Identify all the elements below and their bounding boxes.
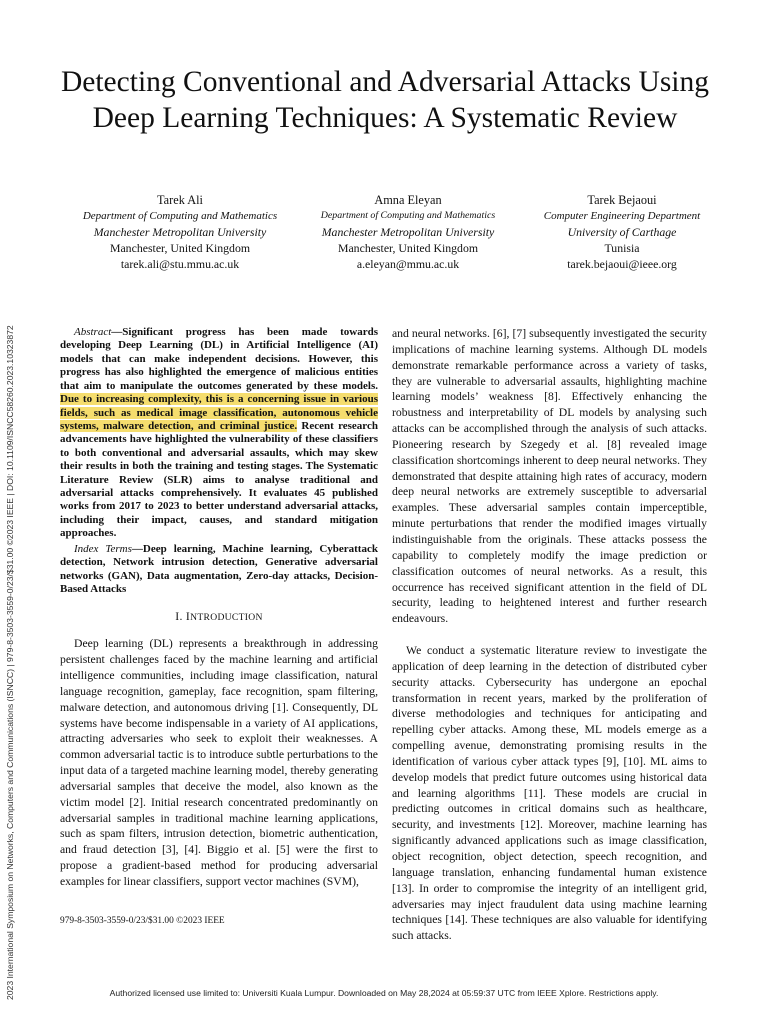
author-university: Manchester Metropolitan University (321, 225, 495, 239)
conference-doi-sidebar (1, 210, 19, 1000)
intro-paragraph-3: We conduct a systematic literature review to investigate the application of deep learning in the detection of distributed cyber security attacks. Cybersecurity has undergone an epochal transformation in recent years, marked by the proliferation of diverse methodologies and techniques for anticipating and repelling cyber attacks. Among these, ML models emerge as a compelling avenue, demonstrating promising results in the identification of various cyber attack types [9], [10]. ML aims to develop models that predict future outcomes using historical data and learning algorithms [11]. These models are crucial in predicting outcomes in critical domains such as healthcare, security, and investments [12]. Moreover, machine learning has significantly advanced applications such as image classification, object recognition, object detection, speech recognition, and language translation, enhancing fundamental human existence [13]. In order to compromise the integrity of an intelligent grid, adversaries may inject fraudulent data using machine learning techniques [14]. These techniques are also valuable for identifying such attacks. (392, 644, 707, 943)
intro-paragraph-1: Deep learning (DL) represents a breakthrough in addressing persistent challenges faced by the machine learning and artificial intelligence communities, including image classification, natural language recognition, gameplay, face recognition, spam filtering, malware detection, and autonomous driving [1]. Consequently, DL systems have become indispensable in a variety of AI applications, attracting adversaries who seek to exploit their weaknesses. A common adversarial tactic is to introduce subtle perturbations to the input data of a targeted machine learning model, thereby generating adversarial samples that deceive the model, also known as the victim model [2]. Initial research concentrated predominantly on adversarial samples in traditional machine learning applications, such as spam filters, intrusion detection, biometric authentication, and fraud detection [3], [4]. Biggio et al. [5] were the first to propose a gradient-based method for producing adversarial examples for linear classifiers, support vector machines (SVM), (60, 637, 378, 888)
intro-paragraph-2: and neural networks. [6], [7] subsequently investigated the security implications of machine learning systems. Although DL models demonstrate remarkable performance across a variety of tasks, they are vulnerable to adversarial assaults, highlighting machine learning models’ weakness [8]. Effectively enhancing the robustness and interpretability of DL models by analysing such attacks can be accomplished through the analysis of such attacks. Pioneering research by Szegedy et al. [8] revealed image classification shortcomings inherent to deep neural networks. They demonstrated that despite attaining high rates of accuracy, modern deep neural networks are extremely susceptible to adversarial examples. These adversarial samples contain imperceptible, minute perturbations that render the modified images virtually indistinguishable from the originals. These attacks possess the capability to completely modify the image prediction or classification outcomes of neural networks. As a result, this occurrence has received significant attention in the field of DL security, leading to heightened interest and further research endeavours. (392, 327, 707, 626)
abstract-text-2: Recent research advancements have highlighted the vulnerability of these classifiers to both conventional and adversarial assaults, which may skew their results in both the training and testing stages. The Systematic Literature Review (SLR) aims to analyse traditional and adversarial attacks comprehensively. It evaluates 45 published works from 2017 to 2023 to better understand adversarial attacks, including their impact, causes, and standard mitigation approaches. (60, 419, 378, 540)
author-email: tarek.ali@stu.mmu.ac.uk (120, 257, 240, 271)
index-terms (60, 543, 378, 597)
abstract-highlight: Due to increasing complexity, this is a concerning issue in various fields, such as medical image classification, autonomous vehicle systems, malware detection, and criminal justice. (60, 393, 378, 432)
author-department: Computer Engineering Department (543, 210, 701, 222)
index-terms-label: Index Terms (74, 542, 132, 555)
copyright-notice: 979-8-3503-3559-0/23/$31.00 ©2023 IEEE (60, 916, 225, 926)
author-block-3 (515, 192, 729, 272)
author-location: Manchester, United Kingdom (109, 241, 251, 255)
author-email: tarek.bejaoui@ieee.org (567, 257, 677, 271)
author-block-2 (303, 192, 513, 272)
author-location: Manchester, United Kingdom (337, 241, 479, 255)
index-terms-text: —Deep learning, Machine learning, Cyberattack detection, Network intrusion detection, Generative adversarial networks (GAN), Data augmentation, Zero-day attacks, Decision-Based Attacks (60, 542, 378, 596)
author-university: Manchester Metropolitan University (93, 225, 267, 239)
author-block-1 (60, 192, 300, 272)
section-heading: I. INTRODUCTION (175, 610, 263, 624)
author-location: Tunisia (604, 241, 640, 255)
author-name: Tarek Ali (157, 193, 203, 207)
right-column (392, 326, 707, 944)
abstract-label: Abstract (74, 326, 112, 338)
abstract-text-1: —Significant progress has been made towards developing Deep Learning (DL) in Artificial Intelligence (AI) models that can make independent decisions. However, this progress has also highlighted the emergence of malicious entities that aim to manipulate the outcomes generated by these models. (60, 326, 378, 392)
license-footer: Authorized licensed use limited to: Universiti Kuala Lumpur. Downloaded on May 28,2024 at 05:59:37 UTC from IEEE Xplore. Restrictions apply. (109, 988, 659, 998)
author-department: Department of Computing and Mathematics (320, 210, 496, 221)
author-department: Department of Computing and Mathematics (82, 210, 278, 222)
author-name: Tarek Bejaoui (587, 193, 657, 207)
author-university: University of Carthage (567, 225, 677, 239)
author-email: a.eleyan@mmu.ac.uk (356, 257, 460, 271)
author-name: Amna Eleyan (374, 193, 442, 207)
left-column (60, 326, 378, 890)
abstract (60, 326, 378, 541)
sidebar-text: 2023 International Symposium on Networks, Computers and Communications (ISNCC) | 979-8-3503-3559-0/23/$31.00 ©2023 IEEE | DOI: 10.1109/ISNCC58260.2023.10323872 (5, 325, 15, 1000)
paper-title: Detecting Conventional and Adversarial Attacks Using Deep Learning Techniques: A Systematic Review (60, 66, 710, 134)
